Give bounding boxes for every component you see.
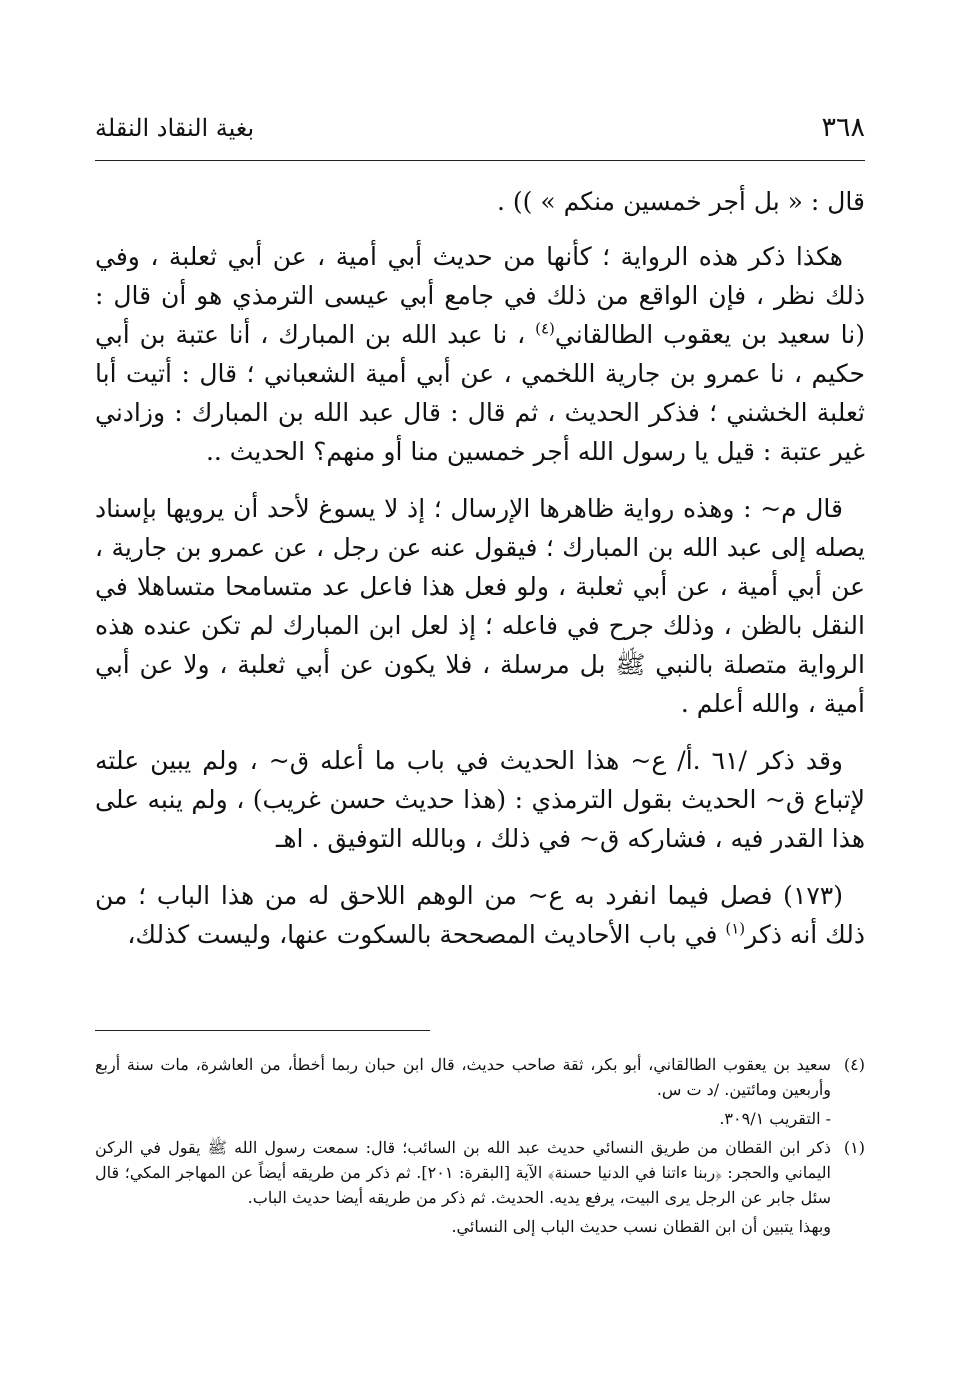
book-page [95, 0, 865, 1383]
paragraph-4: وقد ذكر /٦١ .أ/ ع~ هذا الحديث في باب ما أعله ق~ ، ولم يبين علته لإتباع ق~ الحديث بقول الترمذي : (هذا حديث حسن غريب) ، ولم ينبه على هذا القدر فيه ، فشاركه ق~ في ذلك ، وبالله التوفيق . اهـ [95, 746, 865, 853]
footnote-4-source: - التقريب ٣٠٩/١. [719, 1109, 831, 1128]
header-divider [95, 160, 865, 161]
footnote-ref-4: (٤) [535, 319, 555, 338]
paragraph-5-part-b: في باب الأحاديث المصححة بالسكوت عنها، وليست كذلك، [127, 920, 726, 949]
footnote-1-note: وبهذا يتبين أن ابن القطان نسب حديث الباب إلى النسائي. [451, 1217, 831, 1236]
footnote-4-number: (٤) [843, 1055, 865, 1074]
footnote-4 [95, 1052, 865, 1102]
footnote-4-text: سعيد بن يعقوب الطالقاني، أبو بكر، ثقة صاحب حديث، قال ابن حبان ربما أخطأ، من العاشرة، مات سنة أربع وأربعين ومائتين. /د ت س. [95, 1055, 831, 1099]
paragraph-5-part-a: (١٧٣) فصل فيما انفرد به ع~ من الوهم اللاحق له من هذا الباب ؛ من ذلك أنه ذكر [95, 881, 865, 949]
footnote-1-text: ذكر ابن القطان من طريق النسائي حديث عبد الله بن السائب؛ قال: سمعت رسول الله ﷺ يقول في الركن اليماني والحجر: ﴿ربنا ءاتنا في الدنيا حسنة﴾ الآية [البقرة: ٢٠١]. ثم ذكر من طريقه أيضاً عن المهاجر المكي؛ قال سئل جابر عن الرجل يرى البيت، يرفع يديه. الحديث. ثم ذكر من طريقه أيضا حديث الباب. [95, 1138, 831, 1207]
paragraph-2-part-a: هكذا ذكر هذه الرواية ؛ كأنها من حديث أبي أمية ، عن أبي ثعلبة ، وفي ذلك نظر ، فإن الواقع من ذلك في جامع أبي عيسى الترمذي هو أن قال : (نا سعيد بن يعقوب الطالقاني [95, 242, 865, 349]
footnote-1-number: (١) [843, 1138, 865, 1157]
paragraph-3: قال م~ : وهذه رواية ظاهرها الإرسال ؛ إذ لا يسوغ لأحد أن يرويها بإسناد يصله إلى عبد الله بن المبارك ؛ فيقول عنه عن رجل ، عن عمرو بن جارية ، عن أبي أمية ، عن أبي ثعلبة ، ولو فعل هذا فاعل عد متسامحا متساهلا في النقل بالظن ، وذلك جرح في فاعله ؛ إذ لعل ابن المبارك لم تكن عنده هذه الرواية متصلة بالنبي ﷺ بل مرسلة ، فلا يكون عن أبي ثعلبة ، ولا عن أبي أمية ، والله أعلم . [95, 494, 865, 718]
footnotes [95, 1052, 865, 1239]
book-title: بغية النقاد النقلة [95, 114, 255, 142]
page-header [95, 110, 865, 150]
paragraph-2 [95, 237, 865, 471]
footnote-ref-1: (١) [725, 919, 746, 938]
paragraph-5 [95, 876, 865, 954]
paragraph-2-part-b: ، نا عبد الله بن المبارك ، أنا عتبة بن أبي حكيم ، نا عمرو بن جارية اللخمي ، عن أبي أمية الشعباني ؛ قال : أتيت أبا ثعلبة الخشني ؛ فذكر الحديث ، ثم قال : قال عبد الله بن المبارك : وزادني غير عتبة : قيل يا رسول الله أجر خمسين منا أو منهم؟ الحديث .. [95, 320, 865, 466]
footnote-divider [95, 1030, 430, 1031]
main-text [95, 182, 865, 972]
footnote-1 [95, 1135, 865, 1210]
paragraph-1: قال : « بل أجر خمسين منكم » )) . [497, 187, 865, 216]
page-number: ٣٦٨ [821, 112, 865, 143]
